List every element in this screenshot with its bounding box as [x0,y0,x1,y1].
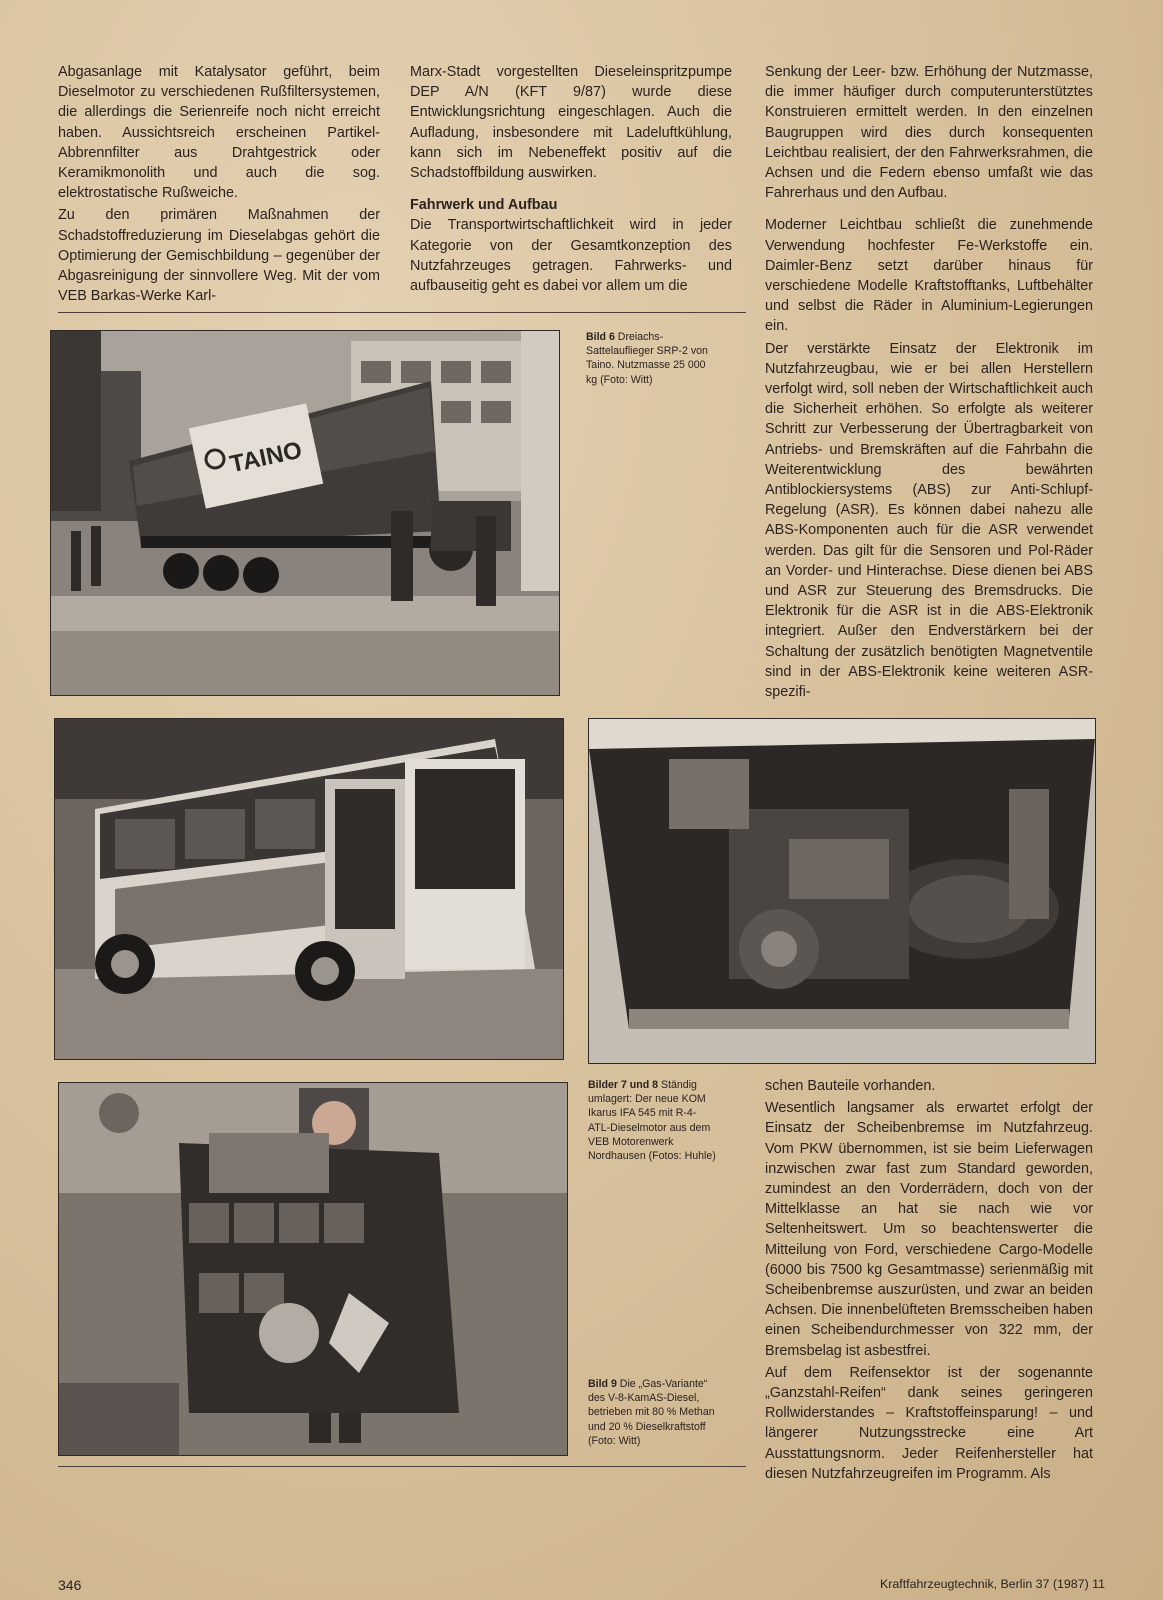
photo-bus [54,718,564,1060]
paragraph: Senkung der Leer- bzw. Erhöhung der Nutzmasse, die immer häufiger durch computerunterstütztes Konstruieren ermittelt werden. In den einzelnen Baugruppen wird dies durch konsequenten Leichtbau realisiert, der den Fahrwerksrahmen, die Achsen und die Federn ebenso umfaßt wie das Fahrerhaus und den Aufbau. [765,64,1093,202]
truck-logo-text: TAINO [227,436,305,479]
magazine-citation: Kraftfahrzeugtechnik, Berlin 37 (1987) 11 [880,1577,1105,1591]
caption-bild78 [588,1078,716,1163]
text-column-2 [410,62,732,296]
paragraph: schen Bauteile vorhanden. [765,1078,936,1094]
divider-rule [58,312,746,313]
caption-text: Die „Gas-Variante“ des V-8-KamAS-Diesel, betrieben mit 80 % Methan und 20 % Dieselkraftstoff (Foto: Witt) [588,1378,715,1447]
caption-label: Bild 6 [586,331,615,343]
caption-text: Ständig umlagert: Der neue KOM Ikarus IFA 545 mit R-4-ATL-Dieselmotor aus dem VEB Motorenwerk Nordhausen (Fotos: Huhle) [588,1079,716,1163]
text-column-3 [765,62,1093,702]
paragraph: Abgasanlage mit Katalysator geführt, beim Dieselmotor zu verschiedenen Rußfiltersystemen, die allerdings die Serienreife noch nicht erreicht haben. Aussichtsreich erscheinen Partikel-Abbrennfilter aus Drahtgestrick oder Keramikmonolith und auch die sog. elektrostatische Rußweiche. [58,64,380,202]
caption-label: Bilder 7 und 8 [588,1079,659,1091]
caption-bild6 [586,330,712,387]
paragraph: Marx-Stadt vorgestellten Dieseleinspritzpumpe DEP A/N (KFT 9/87) wurde diese Entwicklungsrichtung eingeschlagen. Auch die Aufladung, insbesondere mit Ladeluftkühlung, kann sich im Nebeneffekt positiv auf die Schadstoffbildung auswirken. [410,64,732,182]
paragraph: Wesentlich langsamer als erwartet erfolgt der Einsatz der Scheibenbremse im Nutzfahrzeug. Vom PKW übernommen, ist sie beim Lieferwagen inzwischen zwar fast zum Standard geworden, zumindest an den Vorderrädern, doch von der Mittelklasse an hat sie nach wie vor Seltenheitswert. Um so beachtenswerter die Mitteilung von Ford, verschiedene Cargo-Modelle (6000 bis 7500 kg Gesamtmasse) serienmäßig mit Scheibenbremse auszurüsten, und zwar an beiden Achsen. Die innenbelüfteten Bremsscheiben haben einen Scheibendurchmesser von 322 mm, der Bremsbelag ist asbestfrei. [765,1100,1093,1359]
caption-bild9 [588,1377,716,1448]
page-number: 346 [58,1577,82,1593]
caption-label: Bild 9 [588,1378,617,1390]
caption-text: Dreiachs-Sattelauflieger SRP-2 von Taino. Nutzmasse 25 000 kg (Foto: Witt) [586,331,708,386]
text-column-4 [765,1076,1093,1484]
paragraph: Zu den primären Maßnahmen der Schadstoffreduzierung im Dieselabgas gehört die Optimierung der Gemischbildung – gegenüber der Abgasreinigung der sinnvollere Weg. Mit der vom VEB Barkas-Werke Karl- [58,207,380,305]
photo-engine-bay [588,718,1096,1064]
paragraph: Die Transportwirtschaftlichkeit wird in jeder Kategorie von der Gesamtkonzeption des Nutzfahrzeuges getragen. Fahrwerks- und aufbauseitig geht es dabei vor allem um die [410,217,732,295]
paragraph: Moderner Leichtbau schließt die zunehmende Verwendung hochfester Fe-Werkstoffe ein. Daimler-Benz setzt darüber hinaus für verschiedene Modelle Kraftstofftanks, Luftbehälter und selbst die Räder in Aluminium-Legierungen ein. [765,217,1093,335]
photo-trailer [50,330,560,696]
photo-v8-engine [58,1082,568,1456]
paragraph: Der verstärkte Einsatz der Elektronik im Nutzfahrzeugbau, wie er bei allen Herstellern verfolgt wird, soll neben der Wirtschaftlichkeit auch die Sicherheit erhöhen. So erfolgte als weiterer Schritt zur Verbesserung der Übertragbarkeit von Antriebs- und Bremskräften auf die Fahrbahn die Weiterentwicklung des bewährten Antiblockiersystems (ABS) zur Anti-Schlupf-Regelung (ASR). Es können dabei nahezu alle ABS-Komponenten auch für die ASR verwendet werden. Das gilt für die Sensoren und Pol-Räder an Vorder- und Hinterachse. Diese dienen bei ABS und ASR zur Steuerung des Bremsdrucks. Die Elektronik für die ASR ist in die ABS-Elektronik integriert. Außer den Endverstärkern bei der Schaltung der zusätzlich benötigten Magnetventile sind in der ABS-Elektronik keine weiteren ASR-spezifi- [765,340,1093,701]
divider-rule [58,1466,746,1467]
text-column-1 [58,62,380,306]
paragraph: Auf dem Reifensektor ist der sogenannte „Ganzstahl-Reifen“ dank seines geringeren Rollwiderstandes – Kraftstoffeinsparung! – und längerer Nutzungsstrecke eine Art Ausstattungsnorm. Jeder Reifenhersteller hat diesen Nutzfahrzeugreifen im Programm. Als [765,1364,1093,1482]
section-heading: Fahrwerk und Aufbau [410,197,558,214]
